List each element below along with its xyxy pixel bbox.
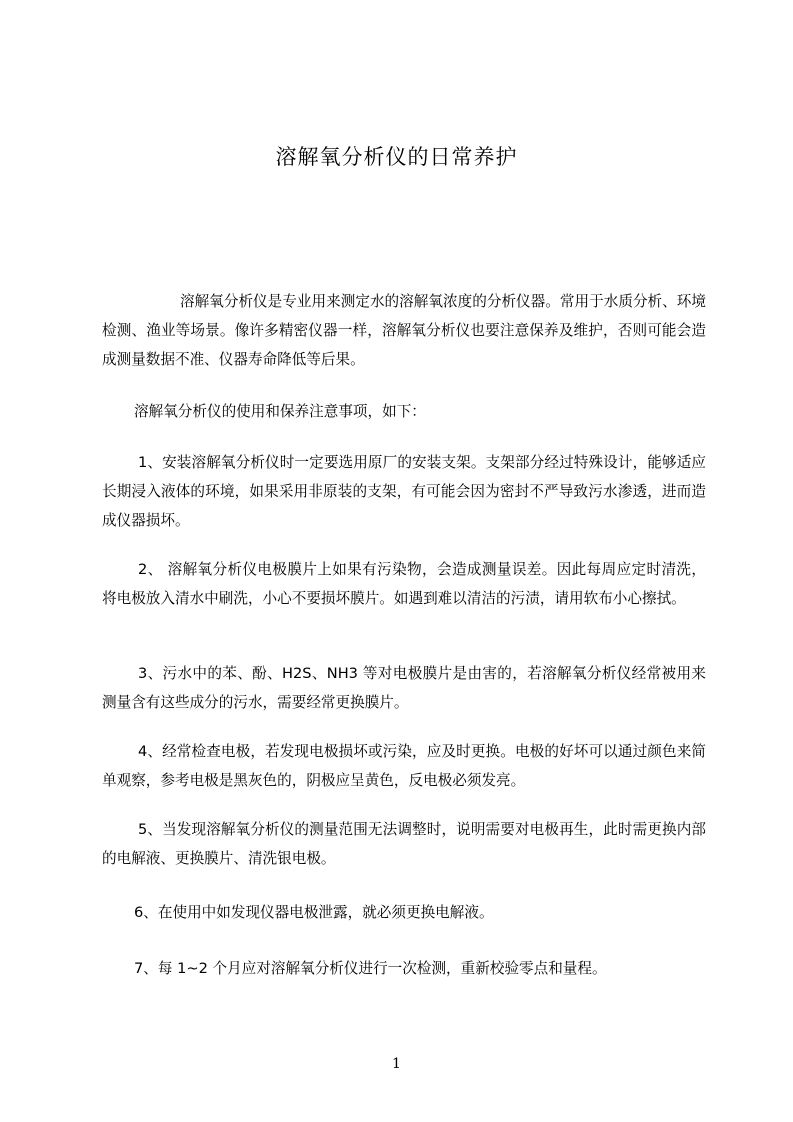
intro-paragraph: 溶解氧分析仪是专业用来测定水的溶解氧浓度的分析仪器。常用于水质分析、环境检测、渔业等场景。像许多精密仪器一样，溶解氧分析仪也要注意保养及维护，否则可能会造成测量数据不准、仪器寿命降低等后果。 (102, 293, 706, 368)
lead-paragraph: 溶解氧分析仪的使用和保养注意事项，如下： (134, 403, 426, 420)
list-item: 3、污水中的苯、酚、H2S、NH3 等对电极膜片是由害的，若溶解氧分析仪经常被用来测量含有这些成分的污水，需要经常更换膜片。 (102, 665, 706, 711)
document-title: 溶解氧分析仪的日常养护 (275, 145, 518, 169)
list-item: 2、 溶解氧分析仪电极膜片上如果有污染物，会造成测量误差。因此每周应定时清洗，将电极放入清水中刷洗，小心不要损坏膜片。如遇到难以清洁的污渍，请用软布小心擦拭。 (102, 561, 706, 607)
list-item: 1、安装溶解氧分析仪时一定要选用原厂的安装支架。支架部分经过特殊设计，能够适应长期浸入液体的环境，如果采用非原装的支架，有可能会因为密封不严导致污水渗透，进而造成仪器损坏。 (102, 454, 706, 529)
list-item: 5、当发现溶解氧分析仪的测量范围无法调整时，说明需要对电极再生，此时需更换内部的电解液、更换膜片、清洗银电极。 (102, 821, 706, 867)
list-item: 6、在使用中如发现仪器电极泄露，就必须更换电解液。 (134, 904, 494, 921)
page-number: 1 (392, 1056, 401, 1072)
list-item: 4、经常检查电极，若发现电极损坏或污染，应及时更换。电极的好坏可以通过颜色来简单观察，参考电极是黑灰色的，阴极应呈黄色，反电极必须发亮。 (102, 743, 706, 789)
list-item: 7、每 1~2 个月应对溶解氧分析仪进行一次检测，重新校验零点和量程。 (134, 960, 607, 977)
